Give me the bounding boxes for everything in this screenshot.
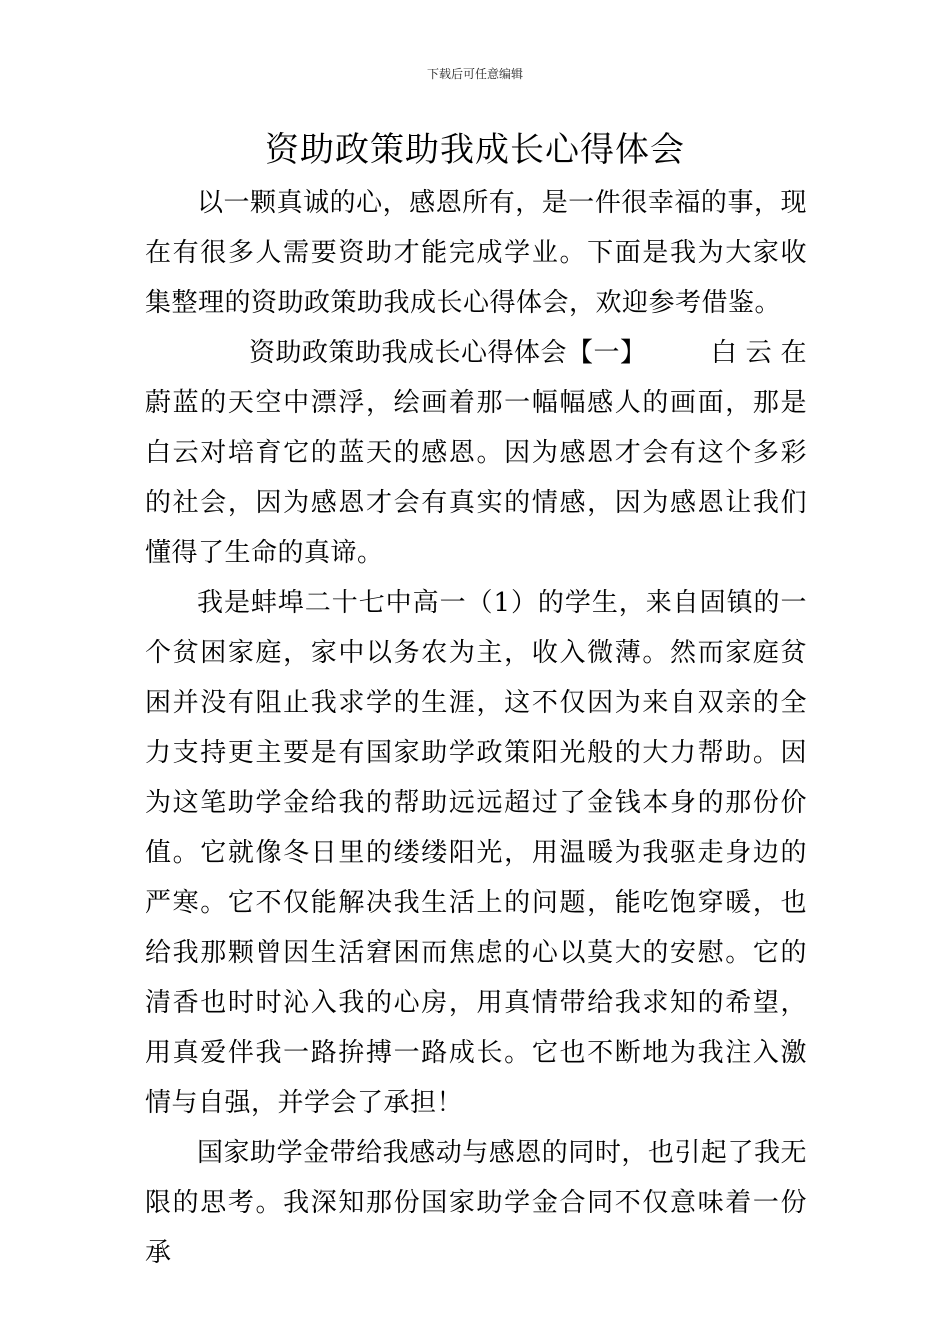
section-one-label: 资助政策助我成长心得体会【一】 bbox=[249, 338, 647, 368]
document-body bbox=[145, 178, 807, 1278]
intro-paragraph: 以一颗真诚的心，感恩所有，是一件很幸福的事，现在有很多人需要资助才能完成学业。下面是我为大家收集整理的资助政策助我成长心得体会，欢迎参考借鉴。 bbox=[145, 188, 807, 318]
document-title: 资助政策助我成长心得体会 bbox=[265, 130, 685, 170]
section-one-paragraph bbox=[145, 328, 807, 578]
section-one-text: 白云在蔚蓝的天空中漂浮，绘画着那一幅幅感人的画面，那是白云对培育它的蓝天的感恩。因为感恩才会有这个多彩的社会，因为感恩才会有真实的情感，因为感恩让我们懂得了生命的真谛。 bbox=[145, 338, 807, 568]
body-paragraph-3: 国家助学金带给我感动与感恩的同时，也引起了我无限的思考。我深知那份国家助学金合同不仅意味着一份承 bbox=[145, 1138, 807, 1268]
body-paragraph-2: 我是蚌埠二十七中高一（1）的学生，来自固镇的一个贫困家庭，家中以务农为主，收入微薄。然而家庭贫困并没有阻止我求学的生涯，这不仅因为来自双亲的全力支持更主要是有国家助学政策阳光般的大力帮助。因为这笔助学金给我的帮助远远超过了金钱本身的那份价值。它就像冬日里的缕缕阳光，用温暖为我驱走身边的严寒。它不仅能解决我生活上的问题，能吃饱穿暖，也给我那颗曾因生活窘困而焦虑的心以莫大的安慰。它的清香也时时沁入我的心房，用真情带给我求知的希望，用真爱伴我一路拚搏一路成长。它也不断地为我注入激情与自强，并学会了承担！ bbox=[145, 588, 807, 1118]
header-note: 下载后可任意编辑 bbox=[426, 67, 523, 81]
